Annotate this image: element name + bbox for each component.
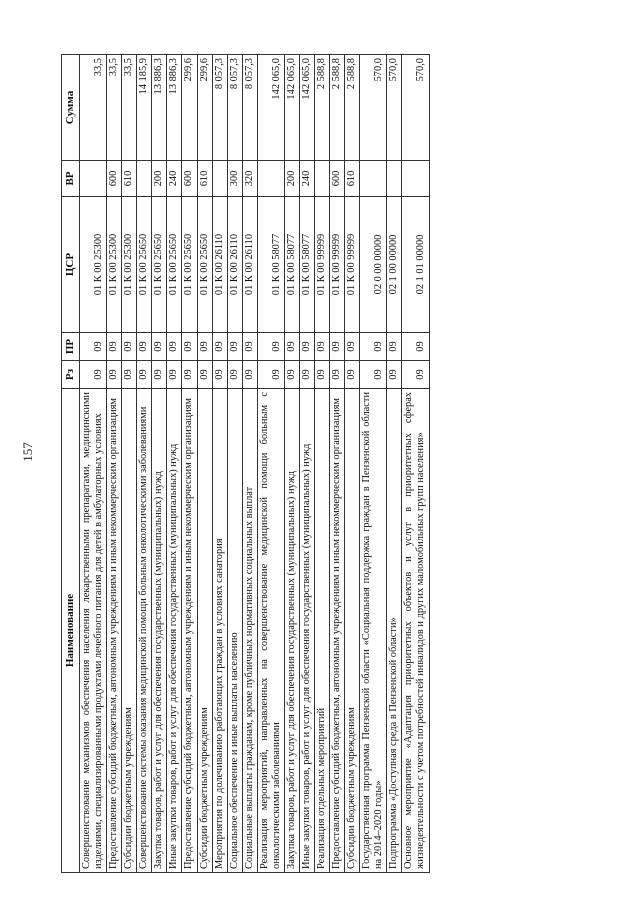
cell-rz: 09 <box>197 361 212 389</box>
cell-pr: 09 <box>315 333 330 361</box>
cell-name: Субсидии бюджетным учреждениям <box>122 389 137 873</box>
cell-sum: 142 065,0 <box>299 55 314 161</box>
cell-vr <box>80 161 107 197</box>
table-row <box>107 55 122 873</box>
cell-rz: 09 <box>360 361 387 389</box>
table-row <box>284 55 299 873</box>
cell-name: Реализация мероприятий, направленных на совершенствование медицинской помощи больным с онкологическими заболеваниями <box>257 389 284 873</box>
header-name: Наименование <box>62 389 80 873</box>
cell-csr: 01 К 00 25650 <box>137 197 152 333</box>
cell-rz: 09 <box>284 361 299 389</box>
cell-name: Совершенствование механизмов обеспечения населения лекарственными препаратами, медицинскими изделиями, специализированными продуктами лечебного питания для детей в амбулаторных условиях <box>80 389 107 873</box>
cell-pr: 09 <box>402 333 429 361</box>
cell-name: Иные закупки товаров, работ и услуг для обеспечения государственных (муниципальных) нужд <box>299 389 314 873</box>
cell-pr: 09 <box>227 333 242 361</box>
cell-rz: 09 <box>122 361 137 389</box>
cell-rz: 09 <box>315 361 330 389</box>
table-row <box>257 55 284 873</box>
cell-pr: 09 <box>330 333 345 361</box>
cell-sum: 2 588,8 <box>330 55 345 161</box>
cell-vr <box>387 161 402 197</box>
cell-csr: 01 К 00 26110 <box>212 197 227 333</box>
cell-vr: 610 <box>345 161 360 197</box>
cell-csr: 01 К 00 25650 <box>152 197 167 333</box>
cell-sum: 13 886,3 <box>167 55 182 161</box>
cell-rz: 09 <box>107 361 122 389</box>
cell-sum: 13 886,3 <box>152 55 167 161</box>
header-vr: ВР <box>62 161 80 197</box>
page-number: 157 <box>20 442 35 462</box>
cell-rz: 09 <box>387 361 402 389</box>
cell-csr: 01 К 00 26110 <box>227 197 242 333</box>
cell-csr: 01 К 00 25650 <box>182 197 197 333</box>
cell-name: Социальное обеспечение и иные выплаты населению <box>227 389 242 873</box>
cell-csr: 01 К 00 58077 <box>299 197 314 333</box>
cell-vr <box>137 161 152 197</box>
table-body <box>80 55 430 873</box>
cell-csr: 01 К 00 99999 <box>345 197 360 333</box>
cell-rz: 09 <box>299 361 314 389</box>
table-row <box>387 55 402 873</box>
cell-rz: 09 <box>137 361 152 389</box>
cell-sum: 570,0 <box>402 55 429 161</box>
cell-pr: 09 <box>345 333 360 361</box>
cell-rz: 09 <box>152 361 167 389</box>
cell-pr: 09 <box>257 333 284 361</box>
cell-sum: 570,0 <box>387 55 402 161</box>
cell-name: Основное мероприятие «Адаптация приоритетных объектов и услуг в приоритетных сферах жизнедеятельности с учетом потребностей инвалидов и других маломобильных групп населения» <box>402 389 429 873</box>
cell-csr: 01 К 00 25300 <box>122 197 137 333</box>
cell-rz: 09 <box>227 361 242 389</box>
cell-name: Субсидии бюджетным учреждениям <box>197 389 212 873</box>
cell-sum: 33,5 <box>80 55 107 161</box>
cell-name: Мероприятия по долечиванию работающих граждан в условиях санатория <box>212 389 227 873</box>
cell-csr: 01 К 00 58077 <box>284 197 299 333</box>
cell-csr: 01 К 00 58077 <box>257 197 284 333</box>
cell-vr <box>360 161 387 197</box>
cell-vr: 200 <box>152 161 167 197</box>
cell-sum: 142 065,0 <box>284 55 299 161</box>
cell-pr: 09 <box>360 333 387 361</box>
cell-name: Реализация отдельных мероприятий <box>315 389 330 873</box>
table-row <box>330 55 345 873</box>
cell-rz: 09 <box>167 361 182 389</box>
table-row <box>212 55 227 873</box>
table-row <box>80 55 107 873</box>
cell-sum: 142 065,0 <box>257 55 284 161</box>
cell-csr: 02 1 01 00000 <box>402 197 429 333</box>
cell-vr: 240 <box>299 161 314 197</box>
cell-sum: 33,5 <box>107 55 122 161</box>
cell-rz: 09 <box>330 361 345 389</box>
cell-sum: 8 057,3 <box>212 55 227 161</box>
header-sum: Сумма <box>62 55 80 161</box>
cell-rz: 09 <box>212 361 227 389</box>
cell-pr: 09 <box>167 333 182 361</box>
cell-vr: 320 <box>242 161 257 197</box>
header-rz: Рз <box>62 361 80 389</box>
cell-vr <box>212 161 227 197</box>
cell-name: Закупка товаров, работ и услуг для обеспечения государственных (муниципальных) нужд <box>284 389 299 873</box>
cell-csr: 02 0 00 00000 <box>360 197 387 333</box>
cell-pr: 09 <box>212 333 227 361</box>
cell-vr <box>315 161 330 197</box>
table-row <box>315 55 330 873</box>
cell-pr: 09 <box>182 333 197 361</box>
cell-pr: 09 <box>107 333 122 361</box>
cell-sum: 2 588,8 <box>345 55 360 161</box>
cell-vr: 200 <box>284 161 299 197</box>
cell-sum: 8 057,3 <box>242 55 257 161</box>
table-row <box>227 55 242 873</box>
cell-rz: 09 <box>257 361 284 389</box>
cell-pr: 09 <box>152 333 167 361</box>
cell-vr: 300 <box>227 161 242 197</box>
cell-csr: 01 К 00 25300 <box>80 197 107 333</box>
table-row <box>137 55 152 873</box>
cell-vr: 600 <box>107 161 122 197</box>
cell-pr: 09 <box>80 333 107 361</box>
cell-name: Подпрограмма «Доступная среда в Пензенской области» <box>387 389 402 873</box>
cell-vr <box>402 161 429 197</box>
cell-sum: 33,5 <box>122 55 137 161</box>
table-row <box>152 55 167 873</box>
cell-vr <box>257 161 284 197</box>
cell-sum: 570,0 <box>360 55 387 161</box>
cell-rz: 09 <box>242 361 257 389</box>
cell-name: Предоставление субсидий бюджетным, автономным учреждениям и иным некоммерческим организациям <box>107 389 122 873</box>
cell-sum: 8 057,3 <box>227 55 242 161</box>
cell-csr: 01 К 00 25650 <box>197 197 212 333</box>
cell-vr: 610 <box>122 161 137 197</box>
cell-name: Социальные выплаты гражданам, кроме публичных нормативных социальных выплат <box>242 389 257 873</box>
cell-rz: 09 <box>80 361 107 389</box>
cell-vr: 610 <box>197 161 212 197</box>
cell-name: Совершенствование системы оказания медицинской помощи больным онкологическими заболеваниями <box>137 389 152 873</box>
cell-pr: 09 <box>197 333 212 361</box>
cell-rz: 09 <box>345 361 360 389</box>
header-pr: ПР <box>62 333 80 361</box>
cell-rz: 09 <box>182 361 197 389</box>
table-row <box>167 55 182 873</box>
cell-pr: 09 <box>299 333 314 361</box>
cell-sum: 14 185,9 <box>137 55 152 161</box>
cell-csr: 01 К 00 26110 <box>242 197 257 333</box>
table-header-row <box>62 55 80 873</box>
cell-pr: 09 <box>387 333 402 361</box>
cell-vr: 600 <box>182 161 197 197</box>
cell-csr: 02 1 00 00000 <box>387 197 402 333</box>
cell-pr: 09 <box>242 333 257 361</box>
cell-sum: 299,6 <box>197 55 212 161</box>
budget-table-container <box>61 55 561 873</box>
table-row <box>345 55 360 873</box>
cell-csr: 01 К 00 25650 <box>167 197 182 333</box>
table-row <box>242 55 257 873</box>
cell-csr: 01 К 00 99999 <box>315 197 330 333</box>
cell-name: Иные закупки товаров, работ и услуг для обеспечения государственных (муниципальных) нужд <box>167 389 182 873</box>
header-csr: ЦСР <box>62 197 80 333</box>
cell-pr: 09 <box>122 333 137 361</box>
table-row <box>402 55 429 873</box>
cell-vr: 240 <box>167 161 182 197</box>
table-row <box>122 55 137 873</box>
cell-name: Закупка товаров, работ и услуг для обеспечения государственных (муниципальных) нужд <box>152 389 167 873</box>
cell-csr: 01 К 00 25300 <box>107 197 122 333</box>
cell-csr: 01 К 00 99999 <box>330 197 345 333</box>
cell-name: Предоставление субсидий бюджетным, автономным учреждениям и иным некоммерческим организациям <box>182 389 197 873</box>
budget-table <box>61 54 430 873</box>
table-row <box>360 55 387 873</box>
cell-name: Государственная программа Пензенской области «Социальная поддержка граждан в Пензенской области на 2014–2020 годы» <box>360 389 387 873</box>
cell-pr: 09 <box>137 333 152 361</box>
cell-name: Субсидии бюджетным учреждениям <box>345 389 360 873</box>
table-row <box>299 55 314 873</box>
cell-sum: 299,6 <box>182 55 197 161</box>
table-row <box>182 55 197 873</box>
cell-name: Предоставление субсидий бюджетным, автономным учреждениям и иным некоммерческим организациям <box>330 389 345 873</box>
cell-pr: 09 <box>284 333 299 361</box>
cell-vr: 600 <box>330 161 345 197</box>
table-row <box>197 55 212 873</box>
cell-rz: 09 <box>402 361 429 389</box>
cell-sum: 2 588,8 <box>315 55 330 161</box>
